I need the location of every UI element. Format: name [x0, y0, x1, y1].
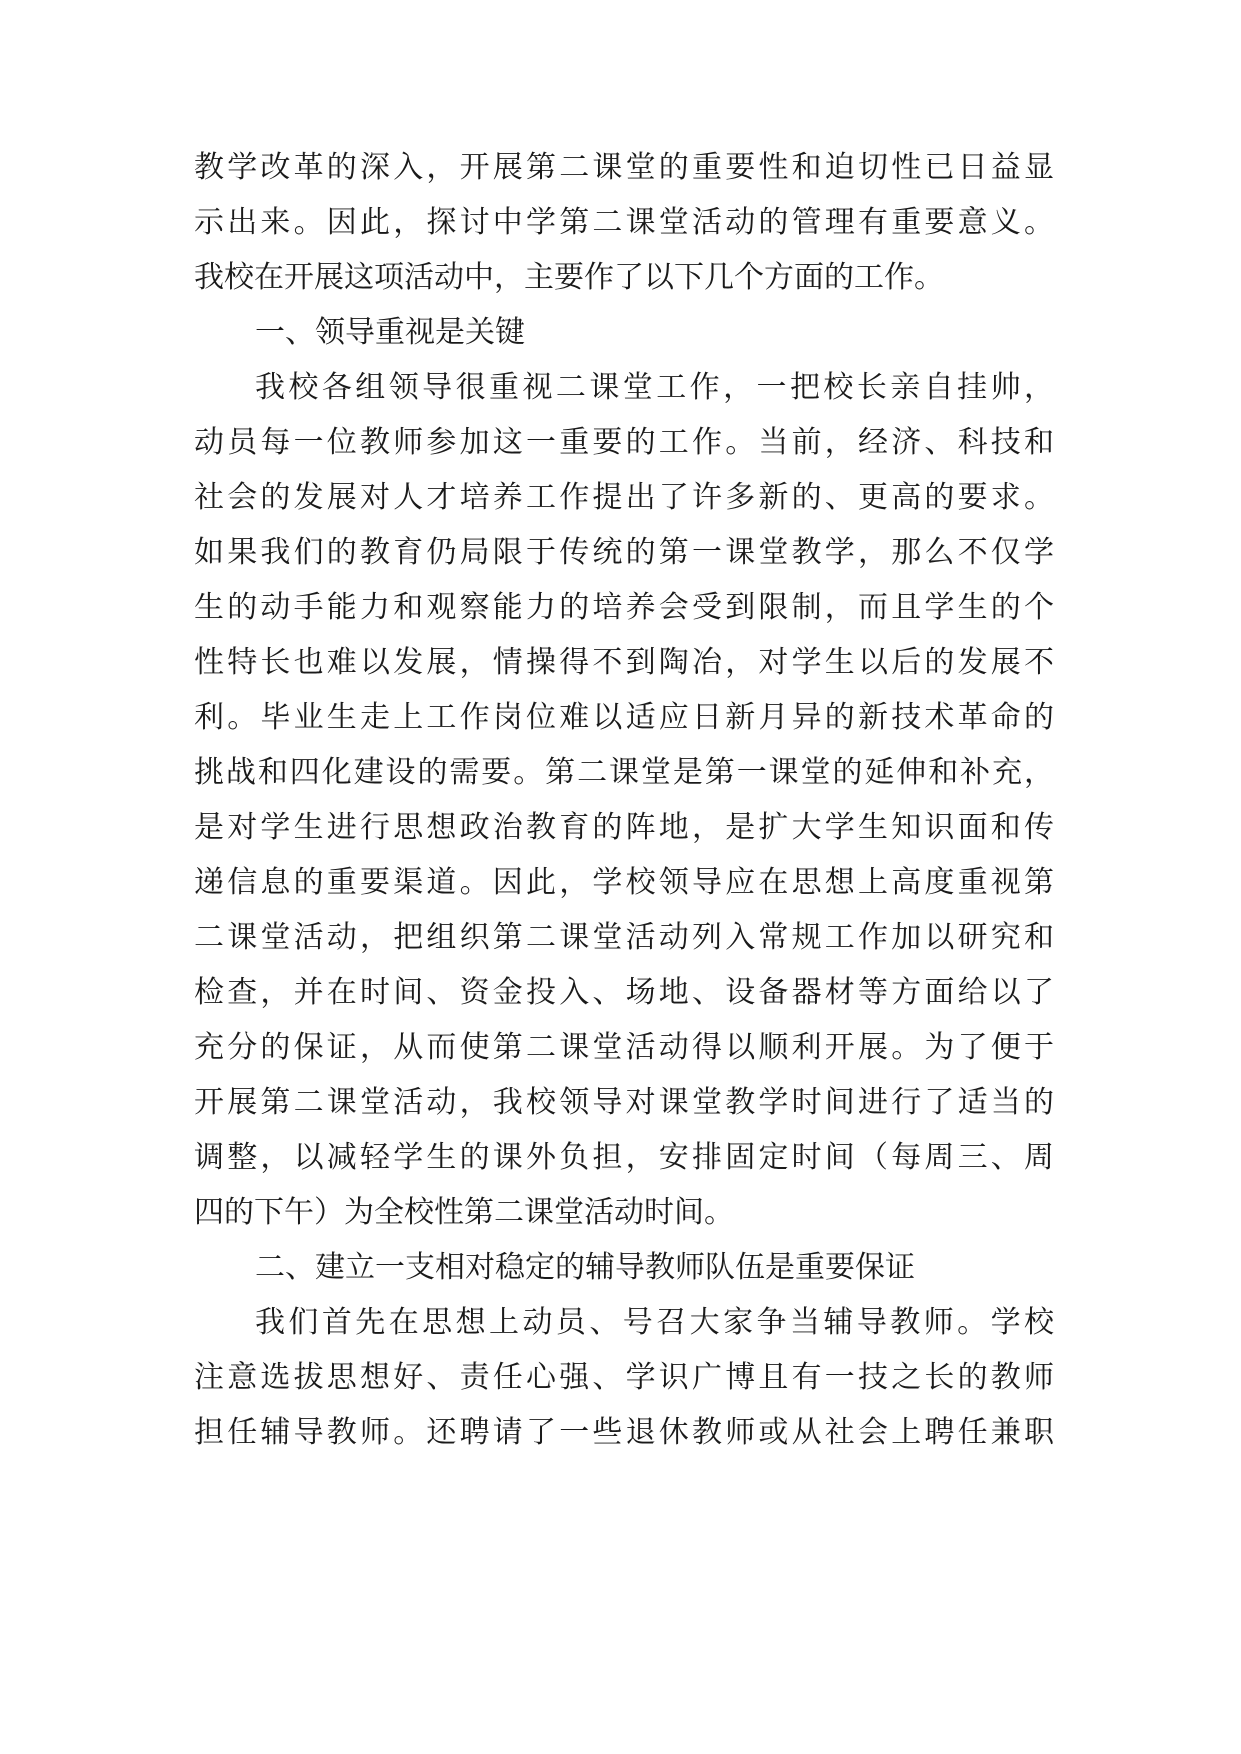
section-heading: 一、领导重视是关键: [255, 315, 525, 350]
paragraph-line: 充分的保证，从而使第二课堂活动得以顺利开展。为了便于: [194, 1030, 1054, 1065]
paragraph-line: 性特长也难以发展，情操得不到陶冶，对学生以后的发展不: [194, 645, 1054, 680]
paragraph-line: 递信息的重要渠道。因此，学校领导应在思想上高度重视第: [194, 865, 1054, 900]
paragraph-line: 我校在开展这项活动中，主要作了以下几个方面的工作。: [194, 260, 944, 295]
paragraph-line: 注意选拔思想好、责任心强、学识广博且有一技之长的教师: [194, 1360, 1054, 1395]
paragraph-line: 开展第二课堂活动，我校领导对课堂教学时间进行了适当的: [194, 1085, 1054, 1120]
paragraph-line: 我校各组领导很重视二课堂工作，一把校长亲自挂帅，: [255, 370, 1054, 405]
paragraph-line: 示出来。因此，探讨中学第二课堂活动的管理有重要意义。: [194, 205, 1054, 240]
paragraph-line: 如果我们的教育仍局限于传统的第一课堂教学，那么不仅学: [194, 535, 1054, 570]
paragraph-line: 二课堂活动，把组织第二课堂活动列入常规工作加以研究和: [194, 920, 1054, 955]
paragraph-line: 动员每一位教师参加这一重要的工作。当前，经济、科技和: [194, 425, 1054, 460]
paragraph-line: 检查，并在时间、资金投入、场地、设备器材等方面给以了: [194, 975, 1054, 1010]
paragraph-line: 四的下午）为全校性第二课堂活动时间。: [194, 1195, 734, 1230]
paragraph-line: 我们首先在思想上动员、号召大家争当辅导教师。学校: [255, 1305, 1054, 1340]
paragraph-line: 调整，以减轻学生的课外负担，安排固定时间（每周三、周: [194, 1140, 1054, 1175]
paragraph-line: 担任辅导教师。还聘请了一些退休教师或从社会上聘任兼职: [194, 1415, 1054, 1450]
section-heading: 二、建立一支相对稳定的辅导教师队伍是重要保证: [255, 1250, 915, 1285]
paragraph-line: 生的动手能力和观察能力的培养会受到限制，而且学生的个: [194, 590, 1054, 625]
paragraph-line: 挑战和四化建设的需要。第二课堂是第一课堂的延伸和补充，: [194, 755, 1054, 790]
paragraph-line: 是对学生进行思想政治教育的阵地，是扩大学生知识面和传: [194, 810, 1054, 845]
paragraph-line: 社会的发展对人才培养工作提出了许多新的、更高的要求。: [194, 480, 1054, 515]
paragraph-line: 教学改革的深入，开展第二课堂的重要性和迫切性已日益显: [194, 150, 1054, 185]
paragraph-line: 利。毕业生走上工作岗位难以适应日新月异的新技术革命的: [194, 700, 1054, 735]
